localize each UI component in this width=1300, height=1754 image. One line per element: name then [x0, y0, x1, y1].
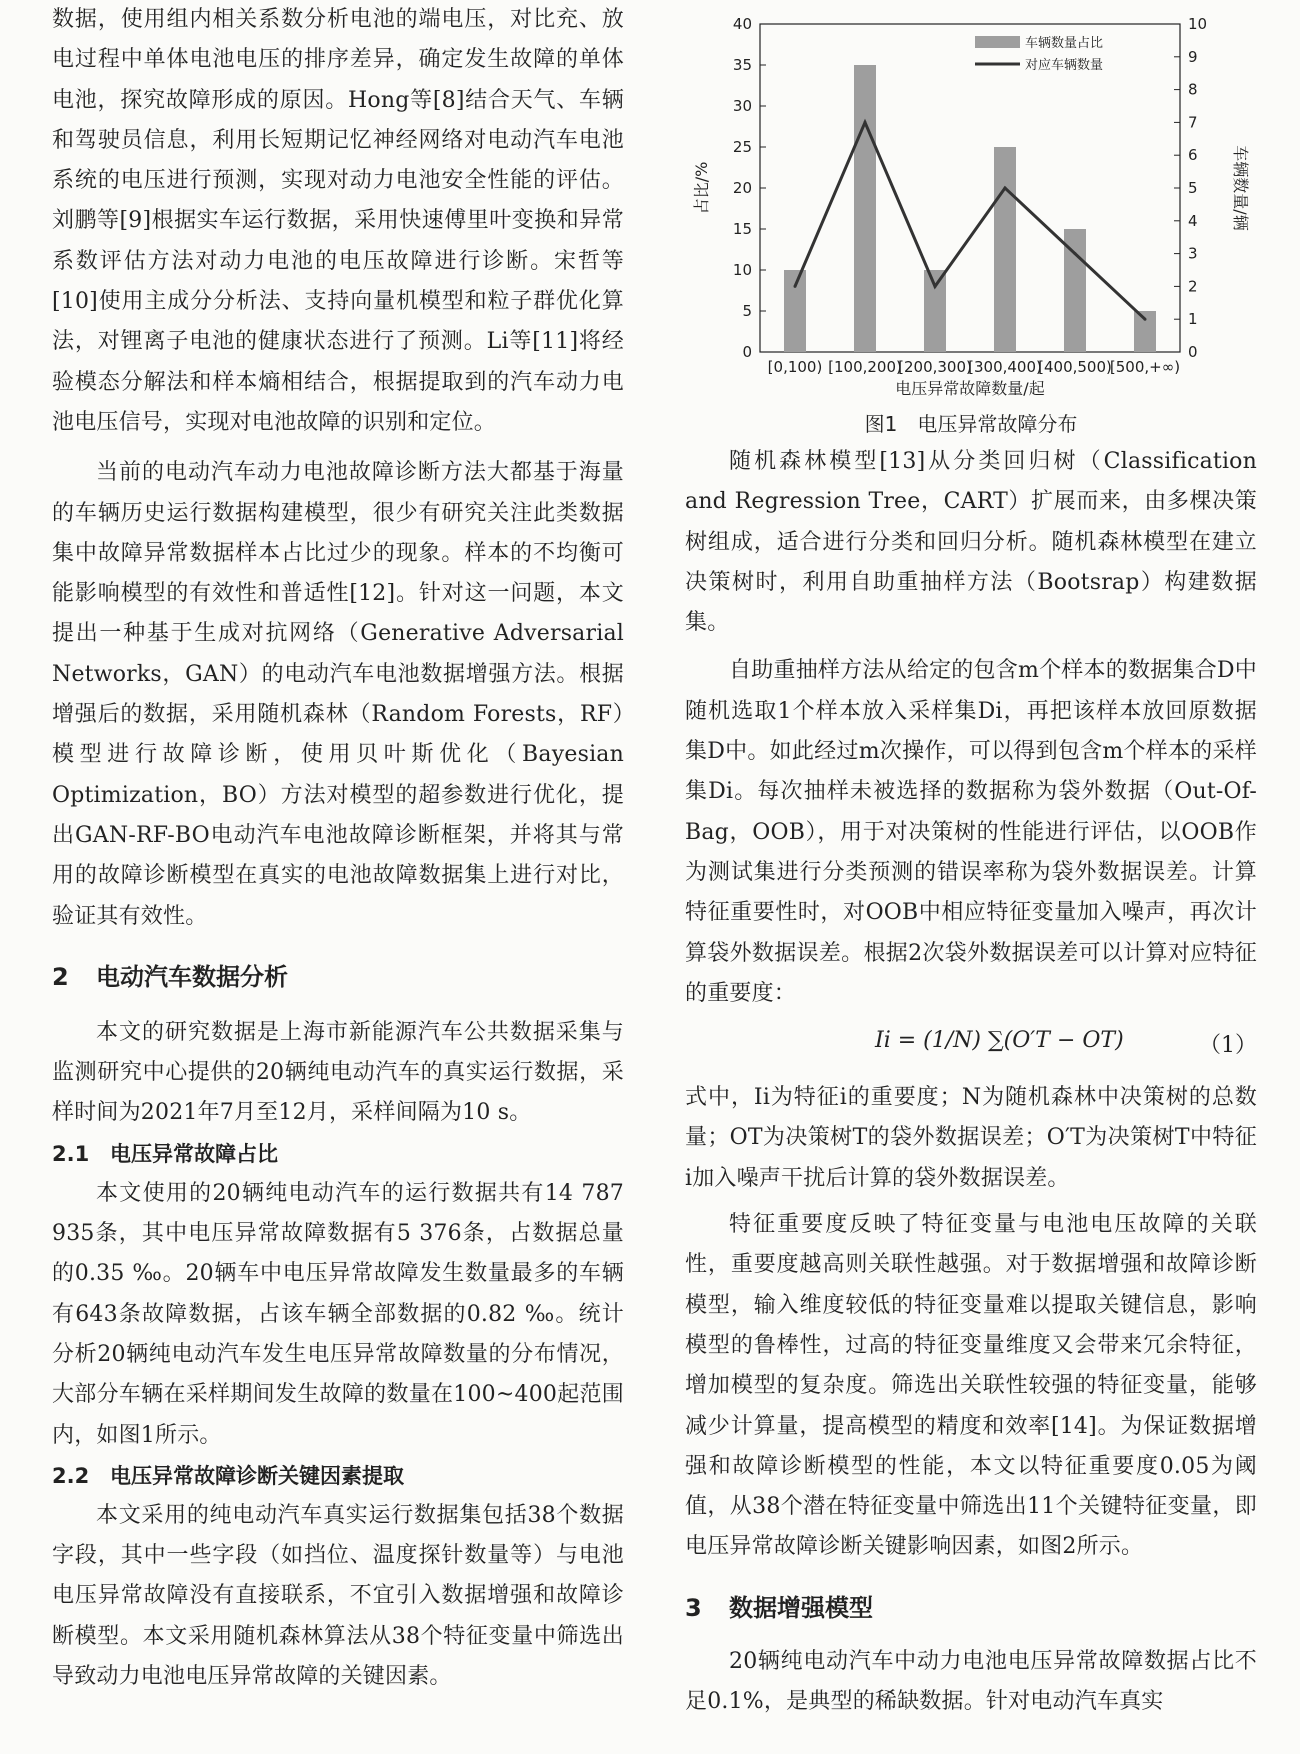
x-tick-label: [200,300): [898, 358, 972, 376]
section-title: 电动汽车数据分析: [96, 962, 288, 991]
paragraph-bootstrap: 自助重抽样方法从给定的包含m个样本的数据集合D中随机选取1个样本放入采样集Di，再把该样本放回原数据集D中。如此经过m次操作，可以得到包含m个样本的采样集Di。每次抽样未被选择的数据称为袋外数据（Out-Of-Bag，OOB），用于对决策树的性能进行评估，以OOB作为测试集进行分类预测的错误率称为袋外数据误差。计算特征重要性时，对OOB中相应特征变量加入噪声，再次计算袋外数据误差。根据2次袋外数据误差可以计算对应特征的重要度：: [685, 658, 1257, 1006]
y-tick-label: 20: [732, 179, 752, 197]
section-3-heading: [685, 1588, 1257, 1628]
bar-1: [854, 65, 876, 352]
figure-1-chart: [685, 0, 1257, 406]
equation-1: [685, 1014, 1257, 1078]
figure-1-caption: 图1 电压异常故障分布: [864, 412, 1078, 436]
y-tick-label: 40: [732, 15, 752, 33]
line-point-2: [934, 285, 937, 288]
right-column: [685, 0, 1257, 1722]
paragraph-random-forest: 随机森林模型[13]从分类回归树（Classification and Regression Tree，CART）扩展而来，由多棵决策树组成，适合进行分类和回归分析。随机森林模型在建立决策树时，利用自助重抽样方法（Bootsrap）构建数据集。: [685, 449, 1257, 636]
bar-0: [784, 270, 806, 352]
subsection-2-2-heading: [52, 1456, 624, 1496]
y2-tick-label: 2: [1188, 277, 1198, 296]
subsection-title: 电压异常故障诊断关键因素提取: [110, 1463, 404, 1488]
y-tick-label: 25: [732, 138, 752, 156]
y2-tick-label: 8: [1188, 80, 1198, 99]
paragraph-data-source: 本文的研究数据是上海市新能源汽车公共数据采集与监测研究中心提供的20辆纯电动汽车的真实运行数据，采样时间为2021年7月至12月，采样间隔为10 s。: [52, 1019, 624, 1126]
line-point-3: [1004, 187, 1007, 190]
x-tick-label: [0,100): [767, 358, 823, 376]
y-tick-label: 15: [732, 220, 752, 238]
subsection-title: 电压异常故障占比: [110, 1141, 278, 1166]
left-column: [52, 0, 624, 1697]
y-tick-label: 0: [742, 343, 752, 361]
x-tick-label: [400,500): [1038, 358, 1112, 376]
y2-tick-label: 6: [1188, 146, 1198, 165]
section-number: 3: [685, 1593, 702, 1622]
y2-tick-label: 0: [1188, 343, 1198, 361]
bar-2: [924, 270, 946, 352]
paragraph-equation-explanation: 式中，Ii为特征i的重要度；N为随机森林中决策树的总数量；OT为决策树T的袋外数据误差；O′T为决策树T中特征i加入噪声干扰后计算的袋外数据误差。: [685, 1085, 1257, 1191]
y2-tick-label: 5: [1188, 179, 1198, 197]
line-point-5: [1144, 318, 1147, 321]
legend-bar-swatch: [975, 36, 1020, 48]
equation-number: （1）: [1199, 1033, 1257, 1059]
paragraph-key-factors: 本文采用的纯电动汽车真实运行数据集包括38个数据字段，其中一些字段（如挡位、温度探针数量等）与电池电压异常故障没有直接联系，不宜引入数据增强和故障诊断模型。本文采用随机森林算法从38个特征变量中筛选出导致动力电池电压异常故障的关键因素。: [52, 1502, 624, 1689]
y2-tick-label: 4: [1188, 211, 1198, 230]
y-tick-label: 5: [742, 302, 752, 320]
subsection-2-1-heading: [52, 1134, 624, 1174]
equation-formula: Ii = (1/N) ∑(O′T − OT): [875, 1028, 1124, 1054]
paragraph-fault-ratio: 本文使用的20辆纯电动汽车的运行数据共有14 787 935条，其中电压异常故障数据有5 376条，占数据总量的0.35 ‰。20辆车中电压异常故障发生数量最多的车辆有643条故障数据，占该车辆全部数据的0.82 ‰。统计分析20辆纯电动汽车发生电压异常故障数量的分布情况，大部分车辆在采样期间发生故障的数量在100~400起范围内，如图1所示。: [52, 1180, 624, 1448]
y-axis-label: 占比/%: [692, 161, 711, 215]
section-title: 数据增强模型: [729, 1593, 873, 1622]
subsection-number: 2.1: [52, 1141, 90, 1166]
line-point-0: [794, 285, 797, 288]
line-point-4: [1074, 252, 1077, 255]
y-tick-label: 35: [732, 56, 752, 74]
y2-tick-label: 9: [1188, 47, 1198, 66]
x-tick-label: [300,400): [968, 358, 1042, 376]
y2-tick-label: 10: [1188, 15, 1208, 33]
x-tick-label: [100,200): [828, 358, 902, 376]
bar-3: [994, 147, 1016, 352]
y2-tick-label: 3: [1188, 244, 1198, 263]
paragraph-feature-importance: 特征重要度反映了特征变量与电池电压故障的关联性，重要度越高则关联性越强。对于数据增强和故障诊断模型，输入维度较低的特征变量难以提取关键信息，影响模型的鲁棒性，过高的特征变量维度又会带来冗余特征，增加模型的复杂度。筛选出关联性较强的特征变量，能够减少计算量，提高模型的精度和效率[14]。为保证数据增强和故障诊断模型的性能，本文以特征重要度0.05为阈值，从38个潜在特征变量中筛选出11个关键特征变量，即电压异常故障诊断关键影响因素，如图2所示。: [685, 1212, 1257, 1560]
y2-axis-label: 车辆数量/辆: [1231, 145, 1250, 231]
y-tick-label: 30: [732, 97, 752, 115]
paragraph-related-work: 数据，使用组内相关系数分析电池的端电压，对比充、放电过程中单体电池电压的排序差异，确定发生故障的单体电池，探究故障形成的原因。Hong等[8]结合天气、车辆和驾驶员信息，利用长短期记忆神经网络对电动汽车电池系统的电压进行预测，实现对动力电池安全性能的评估。刘鹏等[9]根据实车运行数据，采用快速傅里叶变换和异常系数评估方法对动力电池的电压故障进行诊断。宋哲等[10]使用主成分分析法、支持向量机模型和粒子群优化算法，对锂离子电池的健康状态进行了预测。Li等[11]将经验模态分解法和样本熵相结合，根据提取到的汽车动力电池电压信号，实现对电池故障的识别和定位。: [52, 7, 624, 435]
series-line: [795, 122, 1145, 319]
line-point-1: [864, 121, 867, 124]
y2-tick-label: 7: [1188, 113, 1198, 132]
plot-frame: [760, 24, 1180, 352]
subsection-number: 2.2: [52, 1463, 90, 1488]
paragraph-data-augmentation: 20辆纯电动汽车中动力电池电压异常故障数据占比不足0.1%，是典型的稀缺数据。针对电动汽车真实: [685, 1648, 1257, 1715]
section-2-heading: [52, 957, 624, 997]
legend-bar-label: 车辆数量占比: [1025, 36, 1104, 51]
x-tick-label: [500,+∞): [1109, 358, 1181, 376]
legend-line-label: 对应车辆数量: [1025, 58, 1104, 73]
paragraph-introduction-method: 当前的电动汽车动力电池故障诊断方法大都基于海量的车辆历史运行数据构建模型，很少有研究关注此类数据集中故障异常数据样本占比过少的现象。样本的不均衡可能影响模型的有效性和普适性[12]。针对这一问题，本文提出一种基于生成对抗网络（Generative Adversarial Networks，GAN）的电动汽车电池数据增强方法。根据增强后的数据，采用随机森林（Random Forests，RF）模型进行故障诊断，使用贝叶斯优化（Bayesian Optimization，BO）方法对模型的超参数进行优化，提出GAN-RF-BO电动汽车电池故障诊断框架，并将其与常用的故障诊断模型在真实的电池故障数据集上进行对比，验证其有效性。: [52, 460, 624, 929]
y2-tick-label: 1: [1188, 310, 1198, 329]
x-axis-label: 电压异常故障数量/起: [895, 379, 1045, 398]
section-number: 2: [52, 962, 69, 991]
y-tick-label: 10: [732, 261, 752, 279]
